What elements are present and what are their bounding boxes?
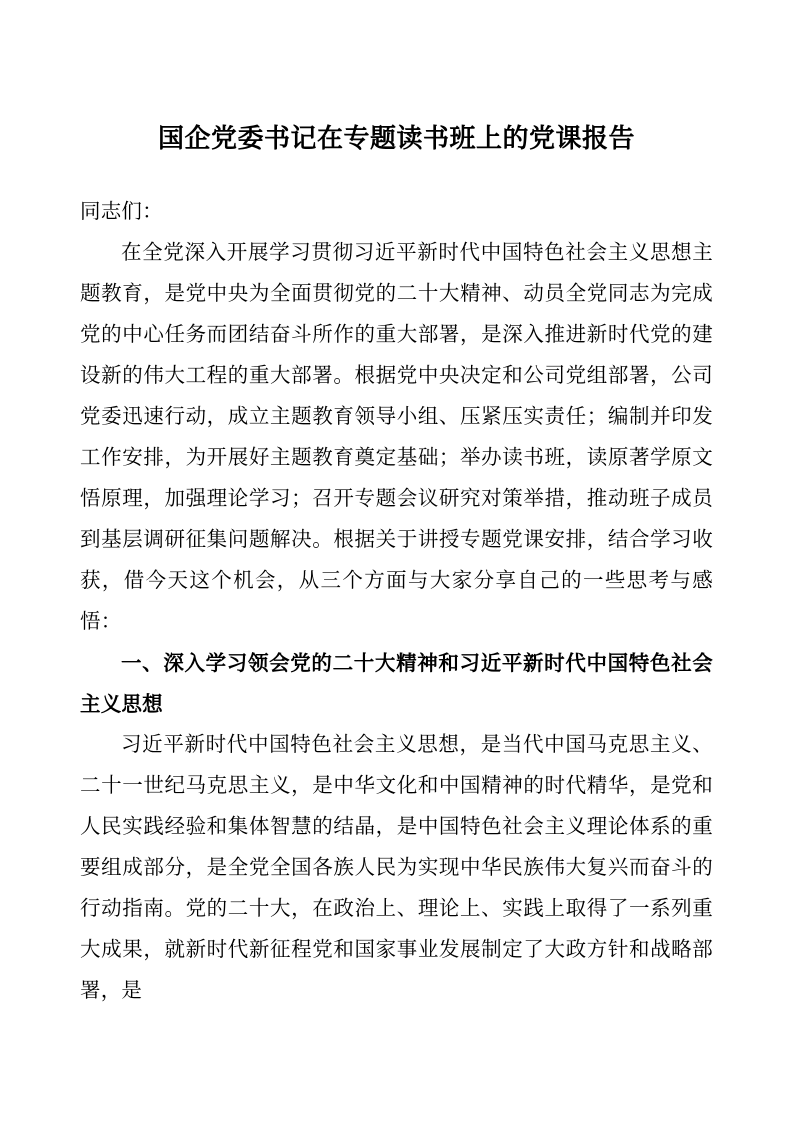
paragraph-intro: 在全党深入开展学习贯彻习近平新时代中国特色社会主义思想主题教育，是党中央为全面贯彻党的二十大精神、动员全党同志为完成党的中心任务而团结奋斗所作的重大部署，是深入推进新时代党的建设新的伟大工程的重大部署。根据党中央决定和公司党组部署，公司党委迅速行动，成立主题教育领导小组、压紧压实责任；编制并印发工作安排，为开展好主题教育奠定基础；举办读书班，读原著学原文悟原理，加强理论学习；召开专题会议研究对策举措，推动班子成员到基层调研征集问题解决。根据关于讲授专题党课安排，结合学习收获，借今天这个机会，从三个方面与大家分享自己的一些思考与感悟： (80, 242, 713, 633)
section-heading-one: 一、深入学习领会党的二十大精神和习近平新时代中国特色社会主义思想 (80, 652, 713, 716)
salutation: 同志们： (80, 201, 163, 223)
paragraph-section-one-body: 习近平新时代中国特色社会主义思想，是当代中国马克思主义、二十一世纪马克思主义，是中华文化和中国精神的时代精华，是党和人民实践经验和集体智慧的结晶，是中国特色社会主义理论体系的重要组成部分，是全党全国各族人民为实现中华民族伟大复兴而奋斗的行动指南。党的二十大，在政治上、理论上、实践上取得了一系列重大成果，就新时代新征程党和国家事业发展制定了大政方针和战略部署，是 (80, 734, 713, 1002)
page-title: 国企党委书记在专题读书班上的党课报告 (157, 123, 635, 153)
